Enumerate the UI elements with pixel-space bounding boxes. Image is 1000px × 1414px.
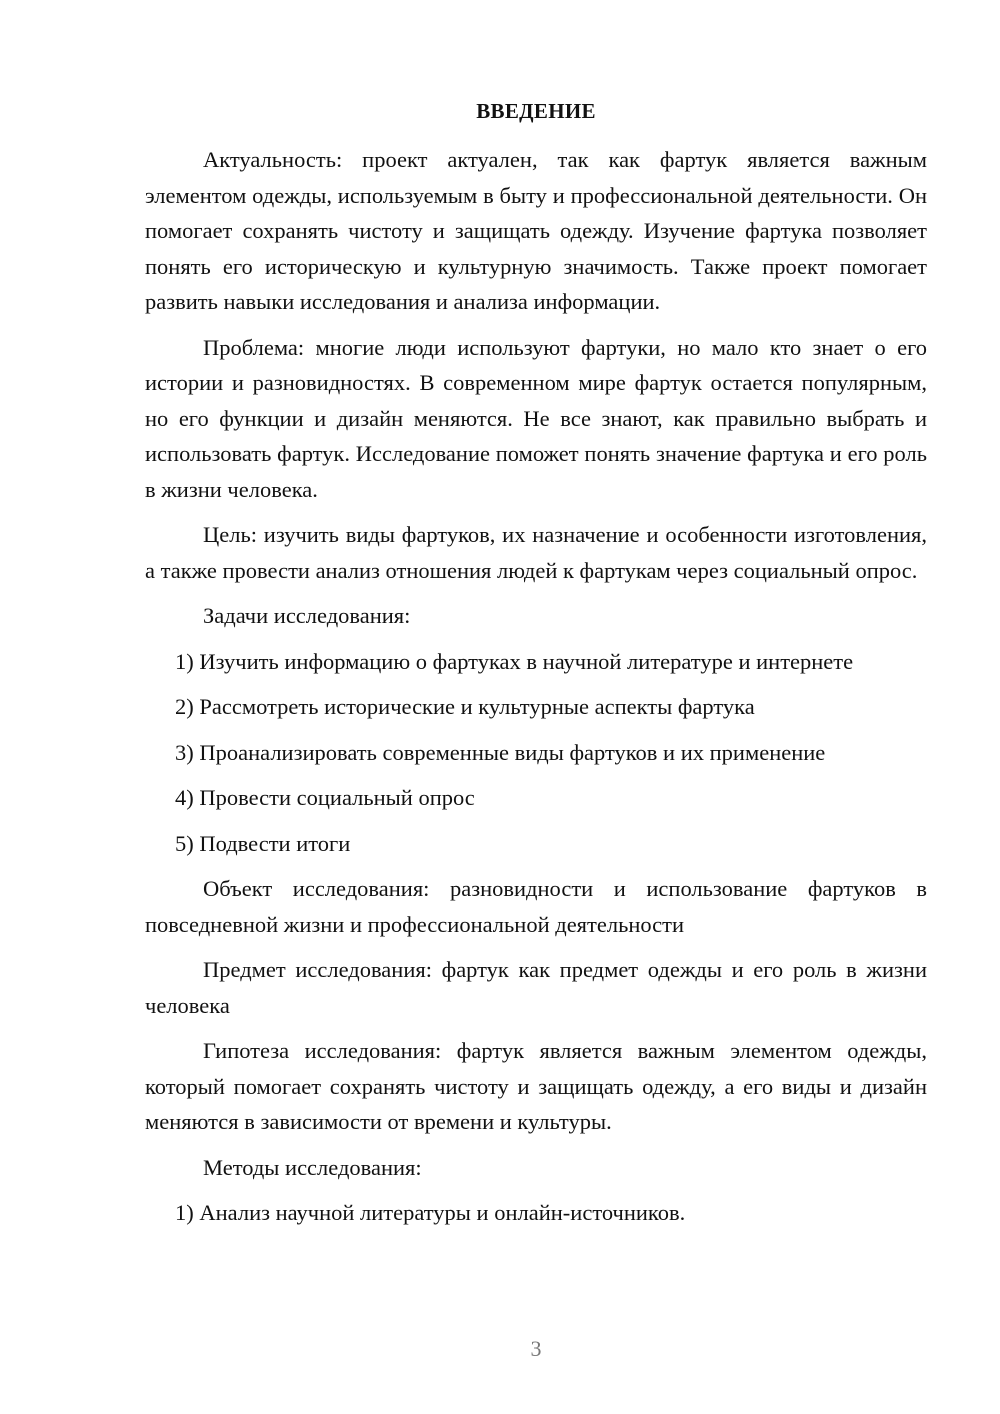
list-item: 1) Изучить информацию о фартуках в научной литературе и интернете — [175, 648, 854, 674]
object-paragraph: Объект исследования: разновидности и использование фартуков в повседневной жизни и профессиональной деятельности — [145, 876, 927, 937]
hypothesis-paragraph: Гипотеза исследования: фартук является важным элементом одежды, который помогает сохранять чистоту и защищать одежду, а его виды и дизайн меняются в зависимости от времени и культуры. — [145, 1038, 927, 1134]
page-number: 3 — [530, 1336, 542, 1361]
page-title: ВВЕДЕНИЕ — [476, 99, 596, 123]
list-item: 1) Анализ научной литературы и онлайн-источников. — [175, 1200, 686, 1225]
relevance-paragraph: Актуальность: проект актуален, так как фартук является важным элементом одежды, используемым в быту и профессиональной деятельности. Он помогает сохранять чистоту и защищать одежду. Изучение фартука позволяет понять его историческую и культурную значимость. Также проект помогает развить навыки исследования и анализа информации. — [145, 147, 927, 314]
methods-heading: Методы исследования: — [203, 1154, 422, 1180]
list-item: 3) Проанализировать современные виды фартуков и их применение — [175, 739, 826, 765]
document-body — [145, 142, 927, 1231]
problem-paragraph: Проблема: многие люди используют фартуки, но мало кто знает о его истории и разновидностях. В современном мире фартук остается популярным, но его функции и дизайн меняются. Не все знают, как правильно выбрать и использовать фартук. Исследование поможет понять значение фартука и его роль в жизни человека. — [145, 334, 927, 502]
tasks-list — [145, 644, 927, 862]
goal-paragraph: Цель: изучить виды фартуков, их назначение и особенности изготовления, а также провести анализ отношения людей к фартукам через социальный опрос. — [145, 522, 927, 583]
tasks-heading: Задачи исследования: — [203, 603, 411, 628]
methods-list — [145, 1195, 927, 1231]
list-item: 2) Рассмотреть исторические и культурные аспекты фартука — [175, 694, 755, 719]
list-item: 5) Подвести итоги — [175, 830, 351, 856]
list-item: 4) Провести социальный опрос — [175, 785, 475, 810]
subject-paragraph: Предмет исследования: фартук как предмет одежды и его роль в жизни человека — [145, 957, 927, 1018]
